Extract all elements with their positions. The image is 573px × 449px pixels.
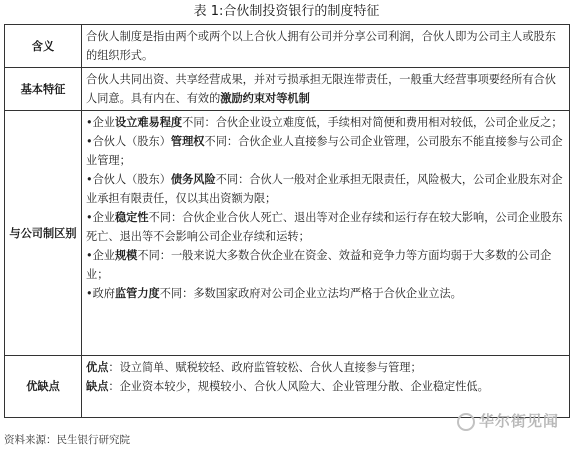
pros-cons-item-text: ：设立简单、赋税较轻、政府监管较松、合伙人直接参与管理； (108, 361, 422, 374)
watermark (457, 410, 559, 431)
difference-item (86, 208, 565, 246)
watermark-text: 华尔街见闻 (478, 412, 559, 430)
features-text-plain: 合伙人共同出资、共享经营成果，并对亏损承担无限连带责任，一般重大经营事项要经所有合伙人同意。具有内在、有效的 (86, 73, 556, 105)
row-label-pros-cons: 优缺点 (5, 356, 82, 418)
features-text (86, 73, 556, 105)
table-row (5, 25, 570, 68)
table-row (5, 111, 570, 356)
difference-item-keyword: 稳定性 (114, 211, 149, 224)
difference-item-text: 不同：合伙人一般对企业承担无限责任，风险极大，公司企业股东对企业承担有限责任，仅以其出资额为限； (86, 173, 563, 205)
difference-item-prefix: •政府 (86, 287, 115, 300)
features-table (4, 24, 570, 418)
difference-item-keyword: 监管力度 (114, 287, 160, 300)
row-label-features: 基本特征 (5, 68, 82, 111)
difference-item-text: 不同：合伙企业设立难度低，手续相对简便和费用相对较低，公司企业反之； (182, 116, 563, 129)
difference-item-text: 不同：多数国家政府对公司企业立法均严格于合伙企业立法。 (159, 287, 462, 300)
difference-item-prefix: •企业 (86, 211, 115, 224)
pros-cons-item (86, 377, 565, 396)
pros-cons-item-keyword: 优点 (86, 361, 109, 374)
pros-cons-item-text: ：企业资本较少，规模较小、合伙人风险大、企业管理分散、企业稳定性低。 (108, 380, 489, 393)
difference-item (86, 246, 565, 284)
features-text-emphasis: 激励约束对等机制 (220, 92, 310, 105)
difference-item-keyword: 管理权 (170, 135, 205, 148)
row-content-pros-cons (82, 356, 570, 418)
row-content-features (82, 68, 570, 111)
meaning-text: 合伙人制度是指由两个或两个以上合伙人拥有公司并分享公司利润，合伙人即为公司主人或股东的组织形式。 (86, 30, 556, 62)
source-note: 资料来源：民生银行研究院 (4, 434, 130, 446)
difference-item-prefix: •企业 (86, 116, 115, 129)
row-content-difference (82, 111, 570, 356)
difference-item (86, 113, 565, 132)
difference-item (86, 132, 565, 170)
pros-cons-item-keyword: 缺点 (86, 380, 109, 393)
watermark-logo-icon (457, 413, 475, 431)
row-label-meaning: 含义 (5, 25, 82, 68)
table-title: 表 1:合伙制投资银行的制度特征 (193, 4, 380, 19)
difference-item-keyword: 设立难易程度 (114, 116, 183, 129)
difference-item-prefix: •企业 (86, 249, 115, 262)
row-label-difference: 与公司制区别 (5, 111, 82, 356)
table-row (5, 356, 570, 418)
difference-item-text: 不同：合伙企业合伙人死亡、退出等对企业存续和运行存在较大影响，公司企业股东死亡、退出等不会影响公司企业存续和运转； (86, 211, 563, 243)
row-content-meaning (82, 25, 570, 68)
difference-item (86, 170, 565, 208)
difference-item-text: 不同：一般来说大多数合伙企业在资金、效益和竞争力等方面均弱于大多数的公司企业； (86, 249, 552, 281)
difference-item (86, 284, 565, 303)
pros-cons-item (86, 358, 565, 377)
difference-item-keyword: 债务风险 (170, 173, 216, 186)
difference-item-text: 不同：合伙企业人直接参与公司企业管理，公司股东不能直接参与公司企业管理； (86, 135, 563, 167)
difference-item-prefix: •合伙人（股东） (86, 135, 171, 148)
table-row (5, 68, 570, 111)
difference-item-keyword: 规模 (114, 249, 138, 262)
difference-item-prefix: •合伙人（股东） (86, 173, 171, 186)
